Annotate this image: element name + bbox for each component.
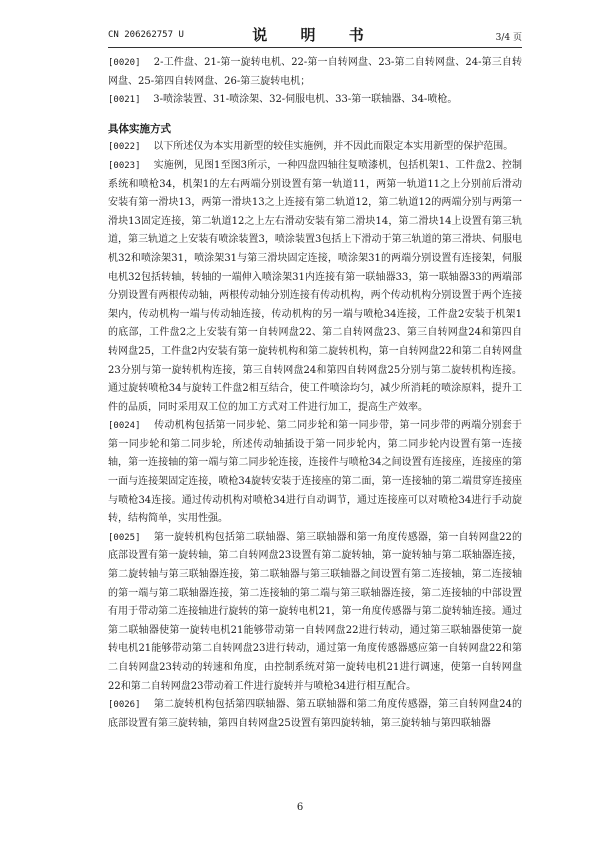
paragraph-text: 实施例，见图1至图3所示，一种四盘四轴往复喷漆机，包括机架1、工件盘2、控制系统和喷枪34，机架1的左右两端分别设置有第一轨道11，两第一轨道11之上分别前后滑动安装有第一滑块13，两第一滑块13之上连接有第二轨道12，第二轨道12的两端分别与两第一滑块13固定连接，第二轨道12之上左右滑动安装有第二滑块14，第二滑块14上设置有第三轨道，第三轨道之上安装有喷涂装置3，喷涂装置3包括上下滑动于第三轨道的第三滑块、伺服电机32和喷涂架31，喷涂架31与第三滑块固定连接，喷涂架31的两端分别设置有连接架，伺服电机32包括转轴，转轴的一端伸入喷涂架31内连接有第一联轴器33，第一联轴器33的两端部分别设置有两根传动轴，两根传动轴分别连接有传动机构，两个传动机构分别设置于两个连接架内，传动机构一端与传动轴连接，传动机构的另一端与喷枪34连接，工件盘2安装于机架1的底部，工件盘2之上安装有第一自转网盘22、第二自转网盘23、第三自转网盘24和第四自转网盘25，工件盘2内安装有第一旋转机构和第二旋转机构，第一自转网盘22和第二自转网盘23分别与第一旋转机构连接，第三自转网盘24和第四自转网盘25分别与第二旋转机构连接。通过旋转喷枪34与旋转工件盘2相互结合，使工件喷涂均匀，减少所消耗的喷涂原料，提升工件的品质，同时采用双工位的加工方式对工件进行加工，提高生产效率。: [108, 159, 523, 413]
paragraph-text: 第一旋转机构包括第二联轴器、第三联轴器和第一角度传感器，第一自转网盘22的底部设置有第一旋转轴，第二自转网盘23设置有第二旋转轴，第一旋转轴与第二联轴器连接，第二旋转轴与第三联轴器连接，第二联轴器与第三联轴器之间设置有第二连接轴，第二连接轴的第一端与第二联轴器连接，第二连接轴的第二端与第三联轴器连接，第二连接轴的中部设置有用于带动第二连接轴进行旋转的第一旋转电机21，第一角度传感器与第二旋转轴连接。通过第二联轴器使第一旋转电机21能够带动第一自转网盘22进行转动，通过第三联轴器使第一旋转电机21能够带动第二自转网盘23进行转动，通过第一角度传感器感应第一自转网盘22和第二自转网盘23转动的转速和角度，由控制系统对第一旋转电机21进行调速，使第一自转网盘22和第二自转网盘23带动着工件进行旋转并与喷枪34进行相互配合。: [108, 531, 522, 692]
page-header: [108, 24, 522, 44]
paragraph-text: 3-喷涂装置、31-喷涂架、32-伺服电机、33-第一联轴器、34-喷枪。: [153, 94, 458, 106]
header-divider: [108, 47, 522, 48]
document-number: CN 206262757 U: [108, 30, 184, 40]
paragraph-0024: [108, 417, 522, 529]
page-indicator: 3/4 页: [495, 33, 522, 43]
paragraph-0026: [108, 696, 522, 733]
paragraph-text: 第二旋转机构包括第四联轴器、第五联轴器和第二角度传感器，第三自转网盘24的底部设置有第三旋转轴，第四自转网盘25设置有第四旋转轴，第三旋转轴与第四联轴器: [108, 699, 522, 729]
paragraph-0020: [108, 54, 522, 91]
paragraph-id: [0023]: [108, 160, 141, 171]
page-number: 6: [296, 802, 304, 813]
section-heading: 具体实施方式: [108, 122, 171, 135]
document-body: [108, 54, 522, 733]
paragraph-id: [0022]: [108, 142, 141, 153]
paragraph-text: 传动机构包括第一同步轮、第二同步轮和第一同步带，第一同步带的两端分别套于第一同步轮和第二同步轮，所述传动轴插设于第一同步轮内，第二同步轮内设置有第一连接轴，第一连接轴的第一端与第二同步轮连接，连接件与喷枪34之间设置有连接座，连接座的第一面与连接架固定连接，喷枪34旋转安装于连接座的第二面，第一连接轴的第二端贯穿连接座与喷枪34连接。通过传动机构对喷枪34进行自动调节，通过连接座可以对喷枪34进行手动旋转，结构简单，实用性强。: [108, 420, 523, 525]
paragraph-0025: [108, 529, 522, 696]
paragraph-id: [0026]: [108, 700, 141, 711]
paragraph-0022: [108, 138, 522, 157]
spacer: [108, 110, 522, 120]
paragraph-0021: [108, 91, 522, 110]
document-title: 说 明 书: [252, 26, 378, 44]
paragraph-id: [0021]: [108, 95, 141, 106]
paragraph-0023: [108, 157, 522, 417]
paragraph-text: 以下所述仅为本实用新型的较佳实施例，并不因此而限定本实用新型的保护范围。: [153, 141, 514, 153]
paragraph-id: [0025]: [108, 532, 141, 543]
paragraph-id: [0024]: [108, 421, 141, 432]
paragraph-text: 2-工件盘、21-第一旋转电机、22-第一自转网盘、23-第二自转网盘、24-第三自转网盘、25-第四自转网盘、26-第三旋转电机；: [108, 57, 523, 87]
paragraph-id: [0020]: [108, 58, 141, 68]
